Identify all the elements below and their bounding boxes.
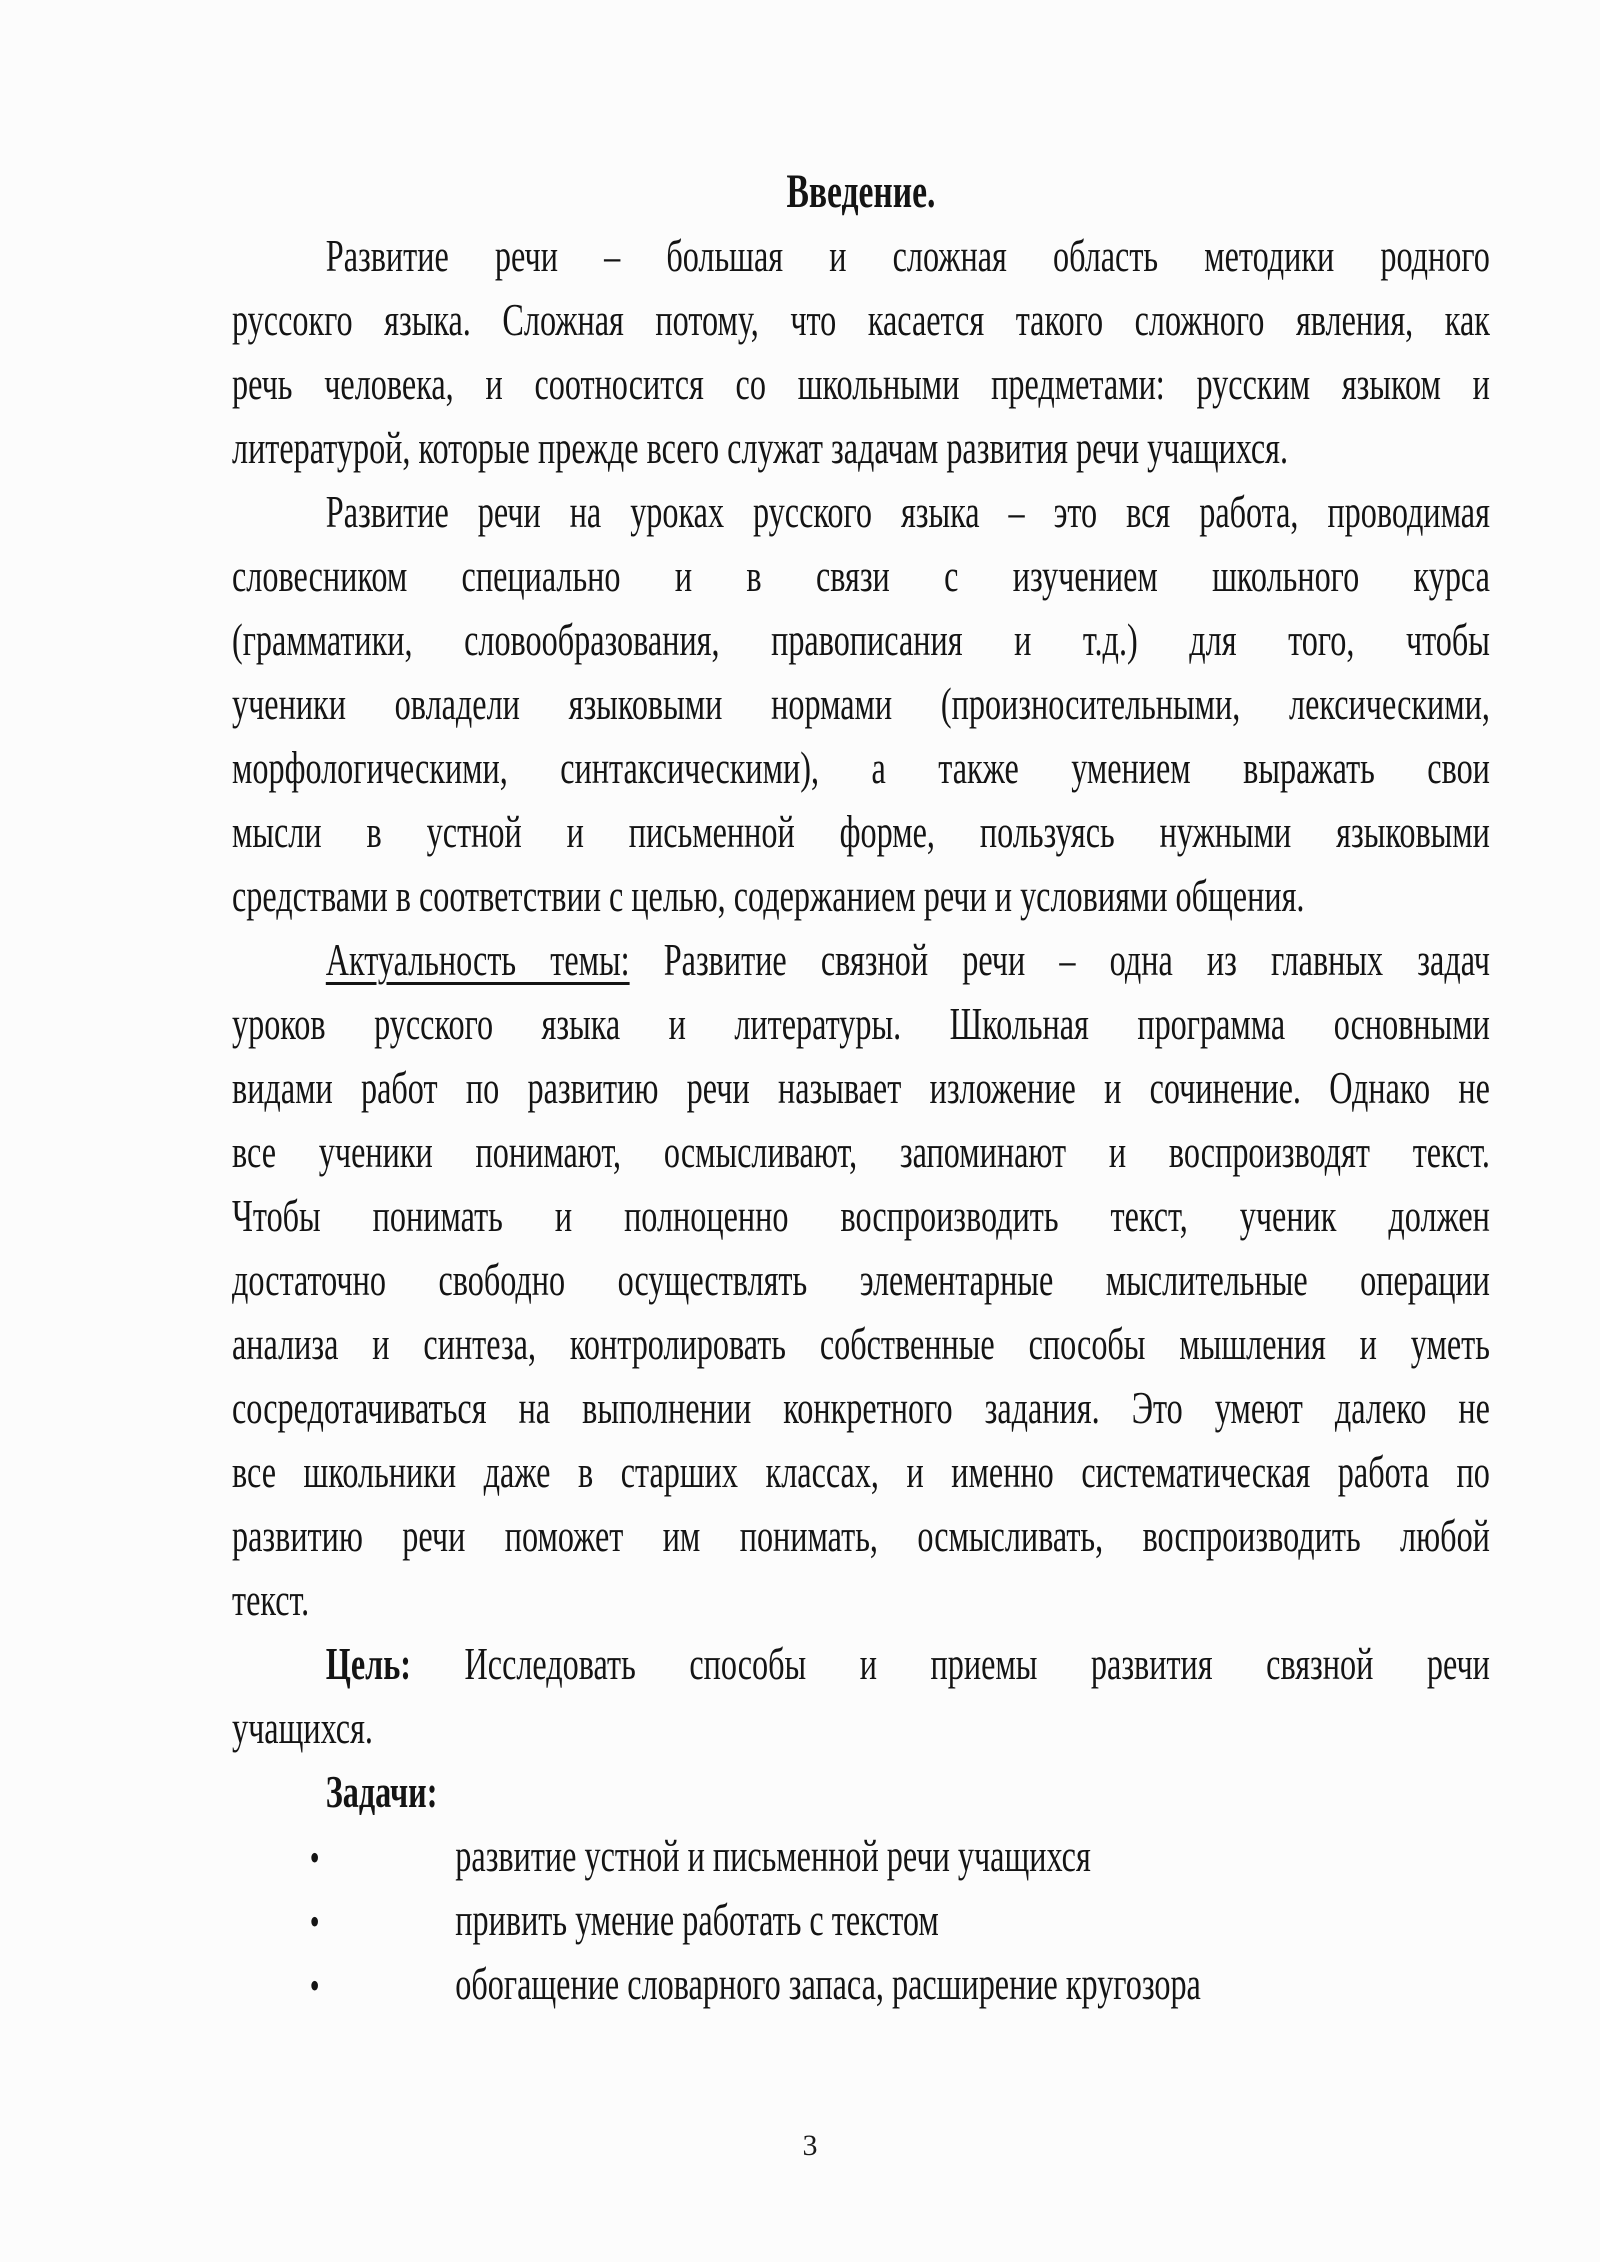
line-lead: Задачи: [325,1766,438,1817]
paragraph [232,928,1490,1632]
paragraph [232,224,1490,480]
bullet-item [232,1952,1490,2016]
text-line: уроков русского языка и литературы. Школьная программа основными [232,998,1490,1049]
text-line [232,1760,1490,1824]
text-line: все школьники даже в старших классах, и именно систематическая работа по [232,1446,1490,1497]
line-lead: Актуальность темы: [325,934,630,985]
text-line: Актуальность темы: Развитие связной речи – одна из главных задач [325,934,1490,985]
paragraph [232,1632,1490,1760]
bullet-text: привить умение работать с текстом [455,1894,939,1945]
text-line: Чтобы понимать и полноценно воспроизводить текст, ученик должен [232,1190,1490,1241]
text-line: средствами в соответствии с целью, содержанием речи и условиями общения. [232,870,1305,921]
text-line: ученики овладели языковыми нормами (произносительными, лексическими, [232,678,1490,729]
text-line: Развитие речи на уроках русского языка – это вся работа, проводимая [325,486,1490,537]
text-line: анализа и синтеза, контролировать собственные способы мышления и уметь [232,1318,1490,1369]
text-line: мысли в устной и письменной форме, пользуясь нужными языковыми [232,806,1490,857]
paragraphs-container [232,224,1490,2016]
text-line: видами работ по развитию речи называет изложение и сочинение. Однако не [232,1062,1490,1113]
text-line: (грамматики, словообразования, правописания и т.д.) для того, чтобы [232,614,1490,665]
page-number: 3 [802,2129,818,2162]
paragraph [232,480,1490,928]
paragraph [232,1760,1490,1824]
line-lead: Цель: [325,1638,411,1689]
text-line: развитию речи поможет им понимать, осмысливать, воспроизводить любой [232,1510,1490,1561]
text-line: учащихся. [232,1702,373,1753]
bullet-icon: • [309,1835,320,1880]
text-line: литературой, которые прежде всего служат задачам развития речи учащихся. [232,422,1289,473]
bullet-text: обогащение словарного запаса, расширение кругозора [455,1958,1201,2009]
text-line: Цель: Исследовать способы и приемы развития связной речи [325,1638,1490,1689]
text-line: сосредотачиваться на выполнении конкретного задания. Это умеют далеко не [232,1382,1490,1433]
text-line: морфологическими, синтаксическими), а также умением выражать свои [232,742,1490,793]
text-line: руссокго языка. Сложная потому, что касается такого сложного явления, как [232,294,1490,345]
text-line: достаточно свободно осуществлять элементарные мыслительные операции [232,1254,1490,1305]
text-line: речь человека, и соотносится со школьными предметами: русским языком и [232,358,1490,409]
text-line: все ученики понимают, осмысливают, запоминают и воспроизводят текст. [232,1126,1490,1177]
text-line: словесником специально и в связи с изучением школьного курса [232,550,1490,601]
page-title: Введение. [786,165,936,218]
bullet-item [232,1888,1490,1952]
text-line: текст. [232,1574,310,1625]
document-body [232,160,1490,2016]
bullet-item [232,1824,1490,1888]
text-line: Развитие речи – большая и сложная область методики родного [325,230,1490,281]
bullet-icon: • [309,1963,320,2008]
bullet-text: развитие устной и письменной речи учащихся [455,1830,1091,1881]
bullet-icon: • [309,1899,320,1944]
